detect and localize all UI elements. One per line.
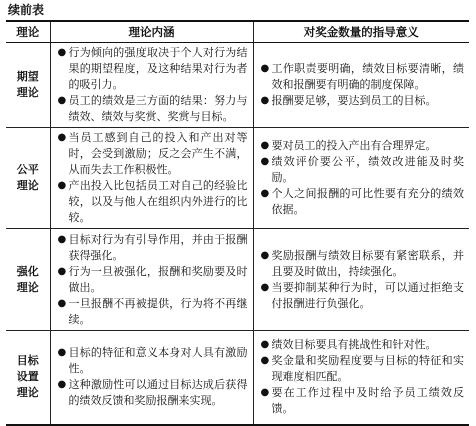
- theory-name: 公平 理论: [6, 128, 50, 229]
- theory-name: 目标 设置 理论: [6, 331, 50, 425]
- content-point: ● 这种激励性可以通过目标达成后获得的绩效反馈和奖励报酬来实现。: [57, 378, 248, 408]
- theory-name: 期望 理论: [6, 43, 50, 128]
- bullet-icon: ●: [260, 95, 270, 106]
- theory-content-cell: [50, 331, 253, 425]
- bullet-icon: ●: [57, 180, 67, 191]
- bullet-icon: ●: [57, 132, 67, 143]
- theory-table: [6, 20, 469, 426]
- bullet-icon: ●: [260, 339, 270, 351]
- bullet-icon: ●: [57, 297, 67, 309]
- bullet-icon: ●: [57, 233, 67, 245]
- header-content: 理论内涵: [50, 21, 253, 43]
- bullet-icon: ●: [57, 95, 67, 106]
- content-point: ● 目标的特征和意义本身对人具有激励性。: [57, 346, 248, 376]
- guidance-cell: [253, 229, 469, 331]
- bullet-icon: ●: [57, 47, 67, 58]
- header-theory: 理论: [6, 21, 50, 43]
- bullet-icon: ●: [260, 355, 270, 367]
- bullet-icon: ●: [57, 265, 67, 277]
- bullet-icon: ●: [260, 156, 270, 167]
- theory-content-cell: [50, 43, 253, 128]
- guidance-point: ● 个人之间报酬的可比性要有充分的绩效依据。: [260, 187, 464, 216]
- guidance-point: ● 要在工作过程中及时给予员工绩效反馈。: [260, 386, 464, 416]
- guidance-cell: [253, 128, 469, 229]
- content-point: ● 一旦报酬不再被提供，行为将不再继续。: [57, 296, 248, 326]
- content-point: ● 目标对行为有引导作用，并由于报酬获得强化。: [57, 232, 248, 262]
- theory-content-cell: [50, 128, 253, 229]
- content-point: ● 产出投入比包括员工对自己的经验比较，以及与他人在组织内外进行的比较。: [57, 179, 248, 224]
- table-row: [6, 331, 469, 425]
- guidance-point: ● 要对员工的投入产出有合理界定。: [260, 139, 437, 152]
- bullet-icon: ●: [57, 379, 67, 391]
- bullet-icon: ●: [260, 188, 270, 199]
- bullet-icon: ●: [260, 387, 270, 399]
- guidance-point: ● 奖励报酬与绩效目标要有紧密联系，并且要及时做出，持续强化。: [260, 248, 464, 278]
- header-guidance: 对奖金数量的指导意义: [253, 21, 469, 43]
- guidance-point: ● 绩效评价要公平，绩效改进能及时奖励。: [260, 155, 464, 184]
- guidance-point: ● 工作职责要明确，绩效目标要清晰，绩效和报酬要有明确的制度保障。: [260, 62, 464, 91]
- table-caption: 续前表: [8, 3, 45, 17]
- bullet-icon: ●: [260, 281, 270, 293]
- content-point: ● 员工的绩效是三方面的结果：努力与绩效、绩效与奖赏、奖赏与目标。: [57, 94, 248, 123]
- content-point: ● 当员工感到自己的投入和产出对等时，会受到激励；反之会产生不满，从而失去工作积极性。: [57, 131, 248, 176]
- guidance-point: ● 当要抑制某种行为时，可以通过拒绝支付报酬进行负强化。: [260, 280, 464, 310]
- bullet-icon: ●: [260, 63, 270, 74]
- guidance-point: ● 绩效目标要具有挑战性和针对性。: [260, 338, 437, 352]
- table-header-row: [6, 21, 469, 43]
- table-row: [6, 229, 469, 331]
- content-point: ● 行为倾向的强度取决于个人对行为结果的期望程度，及这种结果对行为者的吸引力。: [57, 46, 248, 91]
- table-row: [6, 43, 469, 128]
- theory-name: 强化 理论: [6, 229, 50, 331]
- guidance-point: ● 报酬要足够，要达到员工的目标。: [260, 94, 437, 107]
- guidance-cell: [253, 331, 469, 425]
- table-row: [6, 128, 469, 229]
- content-point: ● 行为一旦被强化，报酬和奖励要及时做出。: [57, 264, 248, 294]
- bullet-icon: ●: [57, 347, 67, 359]
- bullet-icon: ●: [260, 140, 270, 151]
- bullet-icon: ●: [260, 249, 270, 261]
- guidance-cell: [253, 43, 469, 128]
- theory-content-cell: [50, 229, 253, 331]
- guidance-point: ● 奖金量和奖励程度要与目标的特征和实现难度相匹配。: [260, 354, 464, 384]
